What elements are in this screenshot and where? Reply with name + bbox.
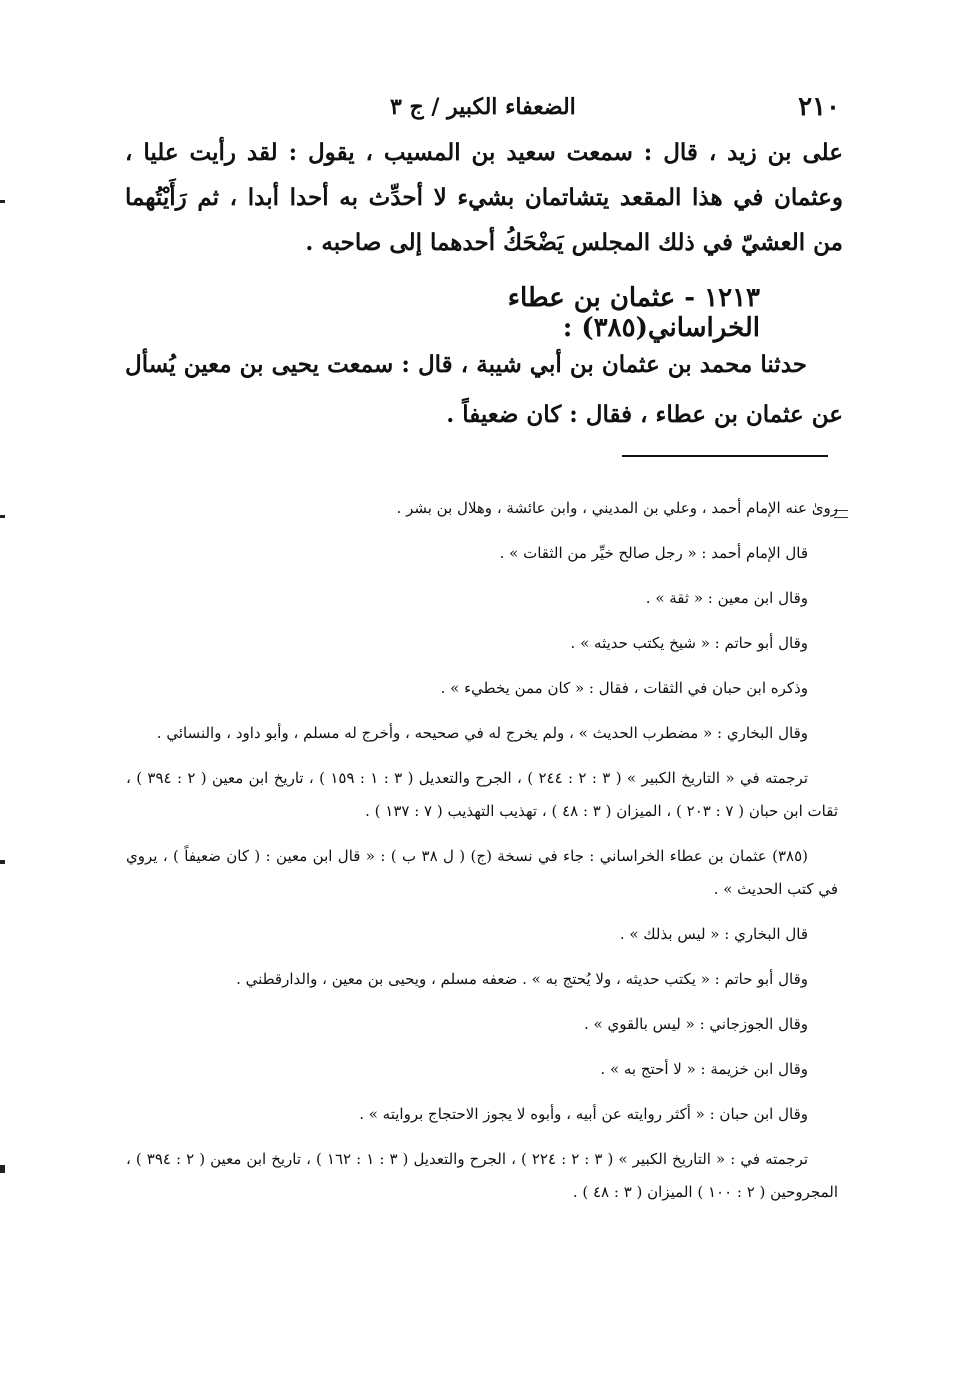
entry-heading: ١٢١٣ - عثمان بن عطاء الخراساني(٣٨٥) : [507,283,760,343]
footnote-line: روىٰ عنه الإمام أحمد ، وعلي بن المديني ، وابن عائشة ، وهلال بن بشر . [396,499,838,517]
footnote-line: وقال ابن حبان : « أكثر روايته عن أبيه ، وأبوه لا يجوز الاحتجاج بروايته » . [359,1105,808,1123]
footnotes [126,492,838,1221]
footnote-line: قال الإمام أحمد : « رجل صالح خيِّر من الثقات » . [499,544,808,562]
footnote-line: قال البخاري : « ليس بذلك » . [619,925,808,943]
footnote-line: ترجمته في : « التاريخ الكبير » ( ٣ : ٢ : ٢٢٤ ) ، الجرح والتعديل ( ٣ : ١ : ١٦٢ ) ، تاريخ ابن معين ( ٢ : ٣٩٤ ) ، المجروحين ( ٢ : ١٠٠ ) الميزان ( ٣ : ٤٨ ) . [126,1150,838,1201]
scan-edge-mark [0,1165,5,1173]
footnote-line: وقال البخاري : « مضطرب الحديث » ، ولم يخرج له في صحيحه ، وأخرج له مسلم ، وأبو داود ، والنسائي . [156,724,808,742]
footnote-line: وقال أبو حاتم : « شيخ يكتب حديثه » . [570,634,808,652]
main-paragraph: على بن زيد ، قال : سمعت سعيد بن المسيب ، يقول : لقد رأيت عليا ، وعثمان في هذا المقعد يتشاتمان بشيء لا أحدِّث به أحدا أبدا ، ثم رَأَيْتُهما من العشيّ في ذلك المجلس يَضْحَكُ أحدهما إلى صاحبه . [125,139,843,256]
entry-body [125,340,843,440]
page-header [120,92,840,126]
footnote-line: وذكره ابن حبان في الثقات ، فقال : « كان ممن يخطيء » . [440,679,808,697]
scan-edge-mark [0,200,5,203]
running-title: الضعفاء الكبير / ج ٣ [390,94,576,120]
footnote-separator [622,455,828,457]
scan-edge-mark [0,515,5,518]
footnote-line: وقال الجوزجاني : « ليس بالقوي » . [584,1015,808,1033]
main-text [125,130,843,265]
scan-edge-mark [0,860,5,864]
footnote-line: ترجمته في « التاريخ الكبير » ( ٣ : ٢ : ٢٤٤ ) ، الجرح والتعديل ( ٣ : ١ : ١٥٩ ) ، تاريخ ابن معين ( ٢ : ٣٩٤ ) ، ثقات ابن حبان ( ٧ : ٢٠٣ ) ، الميزان ( ٣ : ٤٨ ) ، تهذيب التهذيب ( ٧ : ١٣٧ ) . [126,769,838,820]
page-number: ٢١٠ [798,92,840,122]
footnote-line: وقال ابن خزيمة : « لا أحتج به » . [600,1060,808,1078]
entry-paragraph: حدثنا محمد بن عثمان بن أبي شيبة ، قال : سمعت يحيى بن معين يُسأل عن عثمان بن عطاء ، فقال : كان ضعيفاً . [125,351,843,428]
footnote-line: وقال ابن معين : « ثقة » . [645,589,808,607]
footnote-line: وقال أبو حاتم : « يكتب حديثه ، ولا يُحتج به » . ضعفه مسلم ، ويحيى بن معين ، والدارقطني . [236,970,808,988]
footnote-line: (٣٨٥) عثمان بن عطاء الخراساني : جاء في نسخة (ج) ( ل ٣٨ ب ) : « قال ابن معين : ( كان ضعيفاً ) ، يروي في كتب الحديث » . [126,847,838,898]
